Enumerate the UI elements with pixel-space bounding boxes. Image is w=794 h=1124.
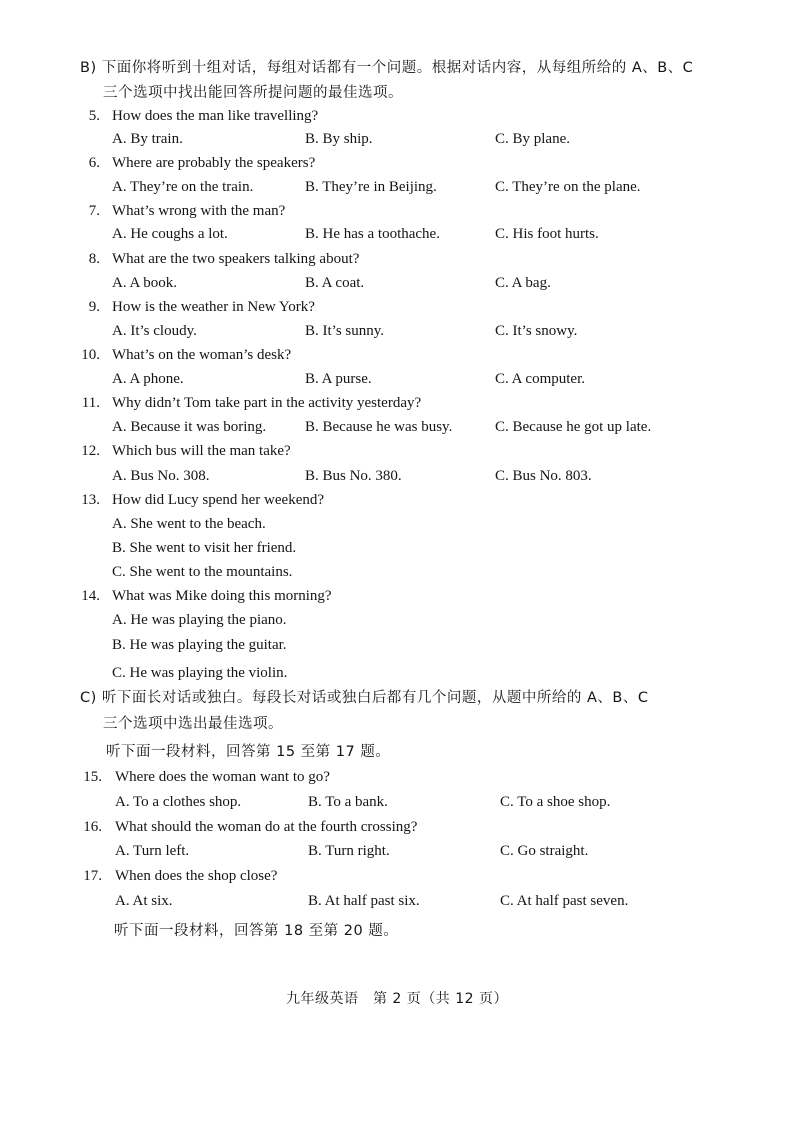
option-a: A. He was playing the piano. xyxy=(112,612,287,628)
question-text: Where does the woman want to go? xyxy=(115,769,330,785)
question-number: 11. xyxy=(81,395,100,411)
option-b: B. He has a toothache. xyxy=(305,226,440,242)
question-text: What are the two speakers talking about? xyxy=(112,251,360,267)
section-c-instruction-1: 听下面一段材料，回答第 15 至第 17 题。 xyxy=(106,744,391,760)
option-a: A. A book. xyxy=(112,275,178,291)
option-a: A. At six. xyxy=(115,893,173,909)
option-a: A. Turn left. xyxy=(115,843,190,859)
option-a: A. Bus No. 308. xyxy=(112,468,210,484)
question-number: 5. xyxy=(88,108,100,124)
question-number: 12. xyxy=(81,443,100,459)
question-number: 17. xyxy=(83,868,102,884)
option-b: B. Bus No. 380. xyxy=(305,468,402,484)
option-a: A. They’re on the train. xyxy=(112,179,254,195)
page-footer: 九年级英语 第 2 页（共 12 页） xyxy=(285,991,509,1007)
question-text: What’s wrong with the man? xyxy=(112,203,286,219)
question-number: 13. xyxy=(81,492,100,508)
option-c: C. She went to the mountains. xyxy=(112,564,293,580)
question-number: 15. xyxy=(83,769,102,785)
section-c-header-line1: C) 听下面长对话或独白。每段长对话或独白后都有几个问题，从题中所给的 A、B、C xyxy=(80,690,649,706)
option-b: B. To a bank. xyxy=(308,794,388,810)
option-c: C. His foot hurts. xyxy=(495,226,599,242)
option-a: A. To a clothes shop. xyxy=(115,794,242,810)
question-text: Where are probably the speakers? xyxy=(112,155,316,171)
section-c-header-line2: 三个选项中选出最佳选项。 xyxy=(103,716,283,732)
option-a: A. Because it was boring. xyxy=(112,419,267,435)
option-a: A. A phone. xyxy=(112,371,184,387)
question-number: 6. xyxy=(88,155,100,171)
option-c: C. To a shoe shop. xyxy=(500,794,611,810)
question-text: How is the weather in New York? xyxy=(112,299,315,315)
question-text: Which bus will the man take? xyxy=(112,443,291,459)
question-text: How does the man like travelling? xyxy=(112,108,319,124)
question-text: What was Mike doing this morning? xyxy=(112,588,332,604)
option-c: C. Bus No. 803. xyxy=(495,468,592,484)
option-b: B. A coat. xyxy=(305,275,365,291)
option-b: B. It’s sunny. xyxy=(305,323,385,339)
option-c: C. Because he got up late. xyxy=(495,419,652,435)
option-b: B. She went to visit her friend. xyxy=(112,540,297,556)
section-b-header-line2: 三个选项中找出能回答所提问题的最佳选项。 xyxy=(103,85,403,101)
option-b: B. A purse. xyxy=(305,371,372,387)
option-a: A. It’s cloudy. xyxy=(112,323,197,339)
question-number: 7. xyxy=(88,203,100,219)
question-number: 10. xyxy=(81,347,100,363)
option-b: B. He was playing the guitar. xyxy=(112,637,287,653)
option-a: A. He coughs a lot. xyxy=(112,226,228,242)
section-b-header-line1: B) 下面你将听到十组对话，每组对话都有一个问题。根据对话内容，从每组所给的 A、B、C xyxy=(80,60,694,76)
option-b: B. They’re in Beijing. xyxy=(305,179,437,195)
option-b: B. Turn right. xyxy=(308,843,390,859)
question-text: When does the shop close? xyxy=(115,868,278,884)
option-c: C. A computer. xyxy=(495,371,585,387)
option-c: C. He was playing the violin. xyxy=(112,665,288,681)
option-c: C. At half past seven. xyxy=(500,893,629,909)
option-a: A. By train. xyxy=(112,131,183,147)
question-text: Why didn’t Tom take part in the activity yesterday? xyxy=(112,395,422,411)
option-c: C. They’re on the plane. xyxy=(495,179,641,195)
question-text: What’s on the woman’s desk? xyxy=(112,347,292,363)
question-number: 9. xyxy=(88,299,100,315)
option-c: C. It’s snowy. xyxy=(495,323,578,339)
question-text: How did Lucy spend her weekend? xyxy=(112,492,325,508)
option-b: B. At half past six. xyxy=(308,893,420,909)
option-b: B. Because he was busy. xyxy=(305,419,453,435)
option-a: A. She went to the beach. xyxy=(112,516,266,532)
option-c: C. By plane. xyxy=(495,131,570,147)
section-c-instruction-2: 听下面一段材料，回答第 18 至第 20 题。 xyxy=(114,923,399,939)
question-number: 14. xyxy=(81,588,100,604)
option-c: C. Go straight. xyxy=(500,843,589,859)
question-number: 16. xyxy=(83,819,102,835)
question-number: 8. xyxy=(88,251,100,267)
option-c: C. A bag. xyxy=(495,275,551,291)
option-b: B. By ship. xyxy=(305,131,373,147)
question-text: What should the woman do at the fourth crossing? xyxy=(115,819,418,835)
